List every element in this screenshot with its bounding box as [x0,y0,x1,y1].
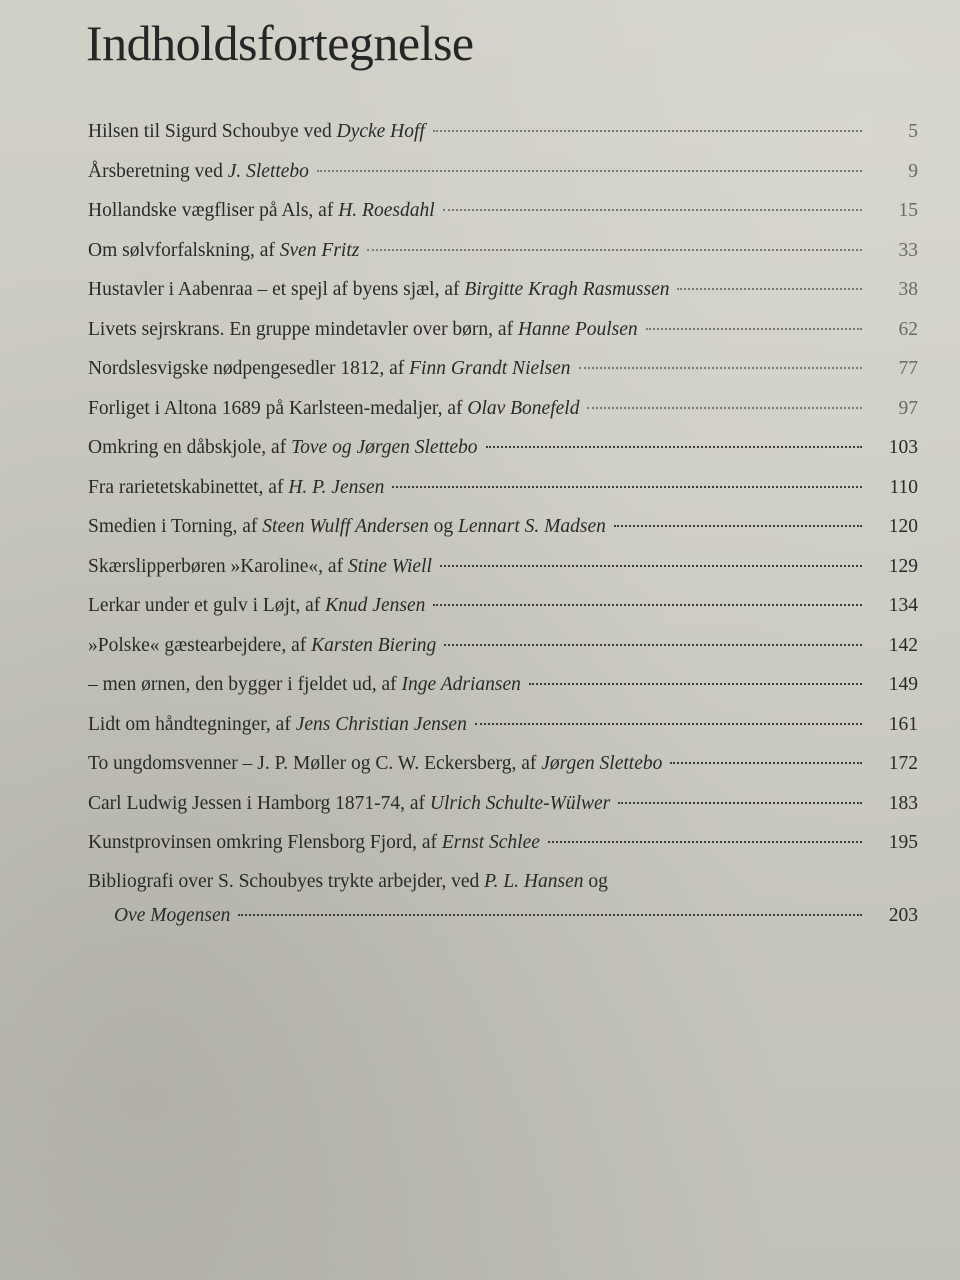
dot-leader [238,914,862,916]
dot-leader [548,841,862,843]
entry-author: J. Slettebo [227,160,309,182]
entry-text: Hustavler i Aabenraa – et spejl af byens sjæl, af Birgitte Kragh Rasmussen [88,279,670,300]
entry-text: Lidt om håndtegninger, af Jens Christian Jensen [88,713,467,735]
dot-leader [587,407,862,409]
toc-entry [88,626,918,666]
entry-author: Olav Bonefeld [467,397,580,419]
entry-page-number: 195 [888,832,918,853]
entry-author: P. L. Hansen [484,870,584,892]
dot-leader [529,683,862,685]
entry-text: Hilsen til Sigurd Schoubye ved Dycke Hoff [88,121,425,142]
toc-entry [88,112,918,152]
entry-author: Jens Christian Jensen [295,713,467,735]
entry-text: Fra rarietetskabinettet, af H. P. Jensen [88,476,385,498]
entry-page-number: 149 [888,674,918,695]
dot-leader [646,328,862,330]
entry-page-number: 110 [889,476,918,498]
toc-entry [88,547,918,587]
toc-entry [88,349,918,389]
dot-leader [443,209,862,211]
entry-page-number: 62 [898,318,918,340]
entry-text: Bibliografi over S. Schoubyes trykte arbejder, ved P. L. Hansen og [88,870,608,892]
entry-text: Kunstprovinsen omkring Flensborg Fjord, af Ernst Schlee [88,832,540,853]
page-title: Indholdsfortegnelse [86,15,474,71]
toc-entry [88,231,918,271]
entry-page-number: 33 [898,239,918,261]
entry-author: H. P. Jensen [288,476,385,498]
entry-line-1 [88,865,918,899]
entry-text: Livets sejrskrans. En gruppe mindetavler over børn, af Hanne Poulsen [88,318,638,340]
entry-author: Karsten Biering [311,634,437,656]
entry-author: Ove Mogensen [114,904,231,926]
entry-text: Skærslipperbøren »Karoline«, af Stine Wiell [88,555,432,577]
entry-page-number: 142 [888,634,918,656]
entry-text: – men ørnen, den bygger i fjeldet ud, af Inge Adriansen [88,674,521,695]
toc-entry [88,744,918,784]
entry-page-number: 203 [888,904,918,926]
entry-page-number: 38 [898,279,918,300]
dot-leader [677,288,862,290]
dot-leader [433,130,862,132]
entry-page-number: 15 [898,200,918,221]
dot-leader [486,446,862,448]
entry-author: Ernst Schlee [441,832,540,853]
dot-leader [392,486,862,488]
entry-page-number: 183 [888,792,918,814]
entry-text: Carl Ludwig Jessen i Hamborg 1871-74, af Ulrich Schulte-Wülwer [88,792,611,814]
entry-line-2 [88,899,918,933]
toc-entry-bibliography [88,865,918,933]
table-of-contents [88,112,918,933]
toc-entry [88,152,918,192]
entry-author: Stine Wiell [347,555,432,577]
toc-entry [88,823,918,863]
dot-leader [433,604,862,606]
entry-author: Hanne Poulsen [517,318,638,340]
entry-text: Årsberetning ved J. Slettebo [88,160,309,182]
dot-leader [614,525,862,527]
entry-text: To ungdomsvenner – J. P. Møller og C. W. Eckersberg, af Jørgen Slettebo [88,753,663,774]
dot-leader [618,802,862,804]
entry-page-number: 97 [898,397,918,419]
toc-entry [88,310,918,350]
toc-entry [88,507,918,547]
entry-text: »Polske« gæstearbejdere, af Karsten Biering [88,634,437,656]
entry-page-number: 9 [908,160,918,182]
toc-entry [88,705,918,745]
entry-page-number: 5 [908,121,918,142]
entry-author: H. Roesdahl [338,200,435,221]
entry-author: Lennart S. Madsen [458,516,606,537]
toc-entry [88,784,918,824]
entry-text: Omkring en dåbskjole, af Tove og Jørgen Slettebo [88,437,478,458]
entry-text: Om sølvforfalskning, af Sven Fritz [88,239,360,261]
entry-text: Lerkar under et gulv i Løjt, af Knud Jensen [88,595,426,616]
toc-entry [88,270,918,310]
toc-entry [88,586,918,626]
entry-author: Ulrich Schulte-Wülwer [429,792,611,814]
entry-text: Forliget i Altona 1689 på Karlsteen-medaljer, af Olav Bonefeld [88,397,580,419]
dot-leader [444,644,862,646]
entry-page-number: 77 [898,358,918,379]
entry-page-number: 161 [888,713,918,735]
entry-author: Jørgen Slettebo [541,753,663,774]
toc-entry [88,191,918,231]
toc-entry [88,468,918,508]
entry-page-number: 129 [888,555,918,577]
entry-page-number: 134 [888,595,918,616]
entry-page-number: 103 [888,437,918,458]
entry-author: Inge Adriansen [401,674,521,695]
entry-author: Tove og Jørgen Slettebo [291,437,478,458]
entry-author: Knud Jensen [325,595,426,616]
toc-entry [88,428,918,468]
entry-page-number: 172 [888,753,918,774]
dot-leader [475,723,862,725]
toc-entry [88,665,918,705]
entry-text: Smedien i Torning, af Steen Wulff Andersen og Lennart S. Madsen [88,516,606,537]
entry-text: Nordslesvigske nødpengesedler 1812, af Finn Grandt Nielsen [88,358,571,379]
dot-leader [670,762,862,764]
dot-leader [440,565,862,567]
toc-entry [88,389,918,429]
dot-leader [579,367,862,369]
dot-leader [367,249,862,251]
entry-author: Birgitte Kragh Rasmussen [464,279,670,300]
dot-leader [317,170,862,172]
entry-author: Dycke Hoff [336,121,425,142]
entry-text: Hollandske vægfliser på Als, af H. Roesdahl [88,200,435,221]
entry-author: Steen Wulff Andersen [262,516,429,537]
entry-author: Sven Fritz [279,239,360,261]
entry-page-number: 120 [888,516,918,537]
entry-author: Finn Grandt Nielsen [409,358,571,379]
